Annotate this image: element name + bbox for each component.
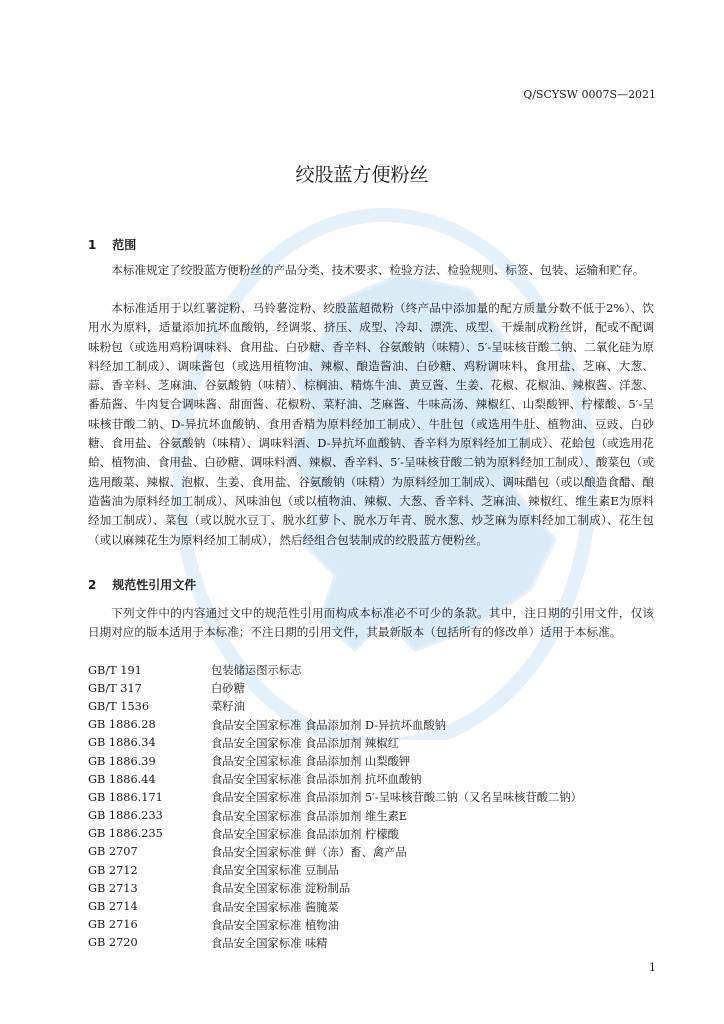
reference-code: GB 1886.44 [88,772,156,786]
reference-code: GB/T 1536 [88,699,150,713]
reference-code: GB 2714 [88,900,138,914]
reference-code: GB 2720 [88,936,138,950]
reference-row [88,661,648,679]
reference-code: GB 1886.28 [88,718,156,732]
section-number: 2 [88,578,97,592]
reference-row [88,897,648,915]
reference-code: GB 1886.34 [88,736,156,750]
reference-title: 食品安全国家标准 鲜（冻）畜、禽产品 [211,845,407,859]
reference-code: GB 2712 [88,863,138,877]
reference-row [88,697,648,715]
paragraph: 下列文件中的内容通过文中的规范性引用而构成本标准必不可少的条款。其中，注日期的引用文件，仅该日期对应的版本适用于本标准；不注日期的引用文件，其最新版本（包括所有的修改单）适用于本标准。 [88,606,654,640]
reference-code: GB 2707 [88,845,138,859]
reference-title: 食品安全国家标准 酱腌菜 [211,900,339,914]
reference-title: 食品安全国家标准 食品添加剂 抗坏血酸钠 [211,773,422,787]
reference-code: GB/T 317 [88,681,142,695]
section-heading-normative-references [88,576,196,593]
section-heading-scope [88,236,136,253]
reference-row [88,716,648,734]
reference-row [88,879,648,897]
reference-code: GB 2713 [88,881,138,895]
reference-list [88,661,648,952]
reference-code: GB 1886.39 [88,754,156,768]
reference-row [88,934,648,952]
reference-title: 菜籽油 [211,700,245,714]
reference-title: 食品安全国家标准 食品添加剂 维生素E [211,809,408,823]
reference-row [88,788,648,806]
reference-row [88,734,648,752]
document-code: Q/SCYSW 0007S—2021 [523,88,656,101]
reference-title: 食品安全国家标准 淀粉制品 [211,882,351,896]
reference-title: 食品安全国家标准 食品添加剂 辣椒红 [211,736,399,750]
paragraph: 本标准适用于以红薯淀粉、马铃薯淀粉、绞股蓝超微粉（终产品中添加量的配方质量分数不低于2%）、饮用水为原料，适量添加抗坏血酸钠，经调浆、挤压、成型、冷却、漂洗、成型、干燥制成粉丝饼，配或不配调味粉包（或选用鸡粉调味料、食用盐、白砂糖、香辛料、谷氨酸钠（味精）、5′-呈味核苷酸二钠、二氧化硅为原料经加工制成）、调味酱包（或选用植物油、辣椒、酿造酱油、白砂糖、鸡粉调味料、食用盐、芝麻、大葱、蒜、香辛料、芝麻油、谷氨酸钠（味精）、棕榈油、精炼牛油、黄豆酱、生姜、花椒、花椒油、辣椒酱、洋葱、番茄酱、牛肉复合调味酱、甜面酱、花椒粉、菜籽油、芝麻酱、牛味高汤、辣椒红、山梨酸钾、柠檬酸、5′-呈味核苷酸二钠、D-异抗坏血酸钠、食用香精为原料经加工制成）、牛肚包（或选用牛肚、植物油、豆豉、白砂糖、食用盐、谷氨酸钠（味精）、调味料酒、D-异抗坏血酸钠、香辛料为原料经加工制成）、花蛤包（或选用花蛤、植物油、食用盐、白砂糖、调味料酒、辣椒、香辛料、5′-呈味核苷酸二钠为原料经加工制成）、酸菜包（或选用酸菜、辣椒、泡椒、生姜、食用盐、谷氨酸钠（味精）为原料经加工制成）、调味醋包（或以酿造食醋、酿造酱油为原料经加工制成）、风味油包（或以植物油、辣椒、大葱、香辛料、芝麻油、辣椒红、维生素E为原料经加工制成）、菜包（或以脱水豆丁、脱水红萝卜、脱水万年青、脱水葱、炒芝麻为原料经加工制成）、花生包（或以麻辣花生为原料经加工制成），然后经组合包装制成的绞股蓝方便粉丝。 [88,301,654,547]
reference-title: 食品安全国家标准 植物油 [211,918,339,932]
reference-title: 包装储运图示标志 [211,664,302,678]
reference-code: GB 2716 [88,918,138,932]
reference-title: 食品安全国家标准 味精 [211,936,328,950]
reference-title: 食品安全国家标准 食品添加剂 柠檬酸 [211,827,399,841]
reference-row [88,916,648,934]
reference-row [88,861,648,879]
reference-code: GB 1886.233 [88,809,163,823]
paragraph: 本标准规定了绞股蓝方便粉丝的产品分类、技术要求、检验方法、检验规则、标签、包装、运输和贮存。 [111,263,645,277]
reference-title: 食品安全国家标准 豆制品 [211,864,339,878]
reference-row [88,752,648,770]
reference-code: GB 1886.171 [88,790,163,804]
reference-title: 食品安全国家标准 食品添加剂 山梨酸钾 [211,755,411,769]
section-title: 范围 [112,238,137,252]
reference-row [88,843,648,861]
reference-title: 食品安全国家标准 食品添加剂 D-异抗坏血酸钠 [211,718,446,732]
reference-title: 白砂糖 [211,682,245,696]
reference-row [88,807,648,825]
page-number: 1 [649,961,656,974]
reference-row [88,825,648,843]
document-title: 绞股蓝方便粉丝 [295,164,429,186]
reference-code: GB 1886.235 [88,827,163,841]
section-number: 1 [88,238,97,252]
reference-row [88,679,648,697]
reference-title: 食品安全国家标准 食品添加剂 5′-呈味核苷酸二钠（又名呈味核苷酸二钠） [211,791,582,805]
section-title: 规范性引用文件 [112,578,197,592]
reference-row [88,770,648,788]
reference-code: GB/T 191 [88,663,142,677]
